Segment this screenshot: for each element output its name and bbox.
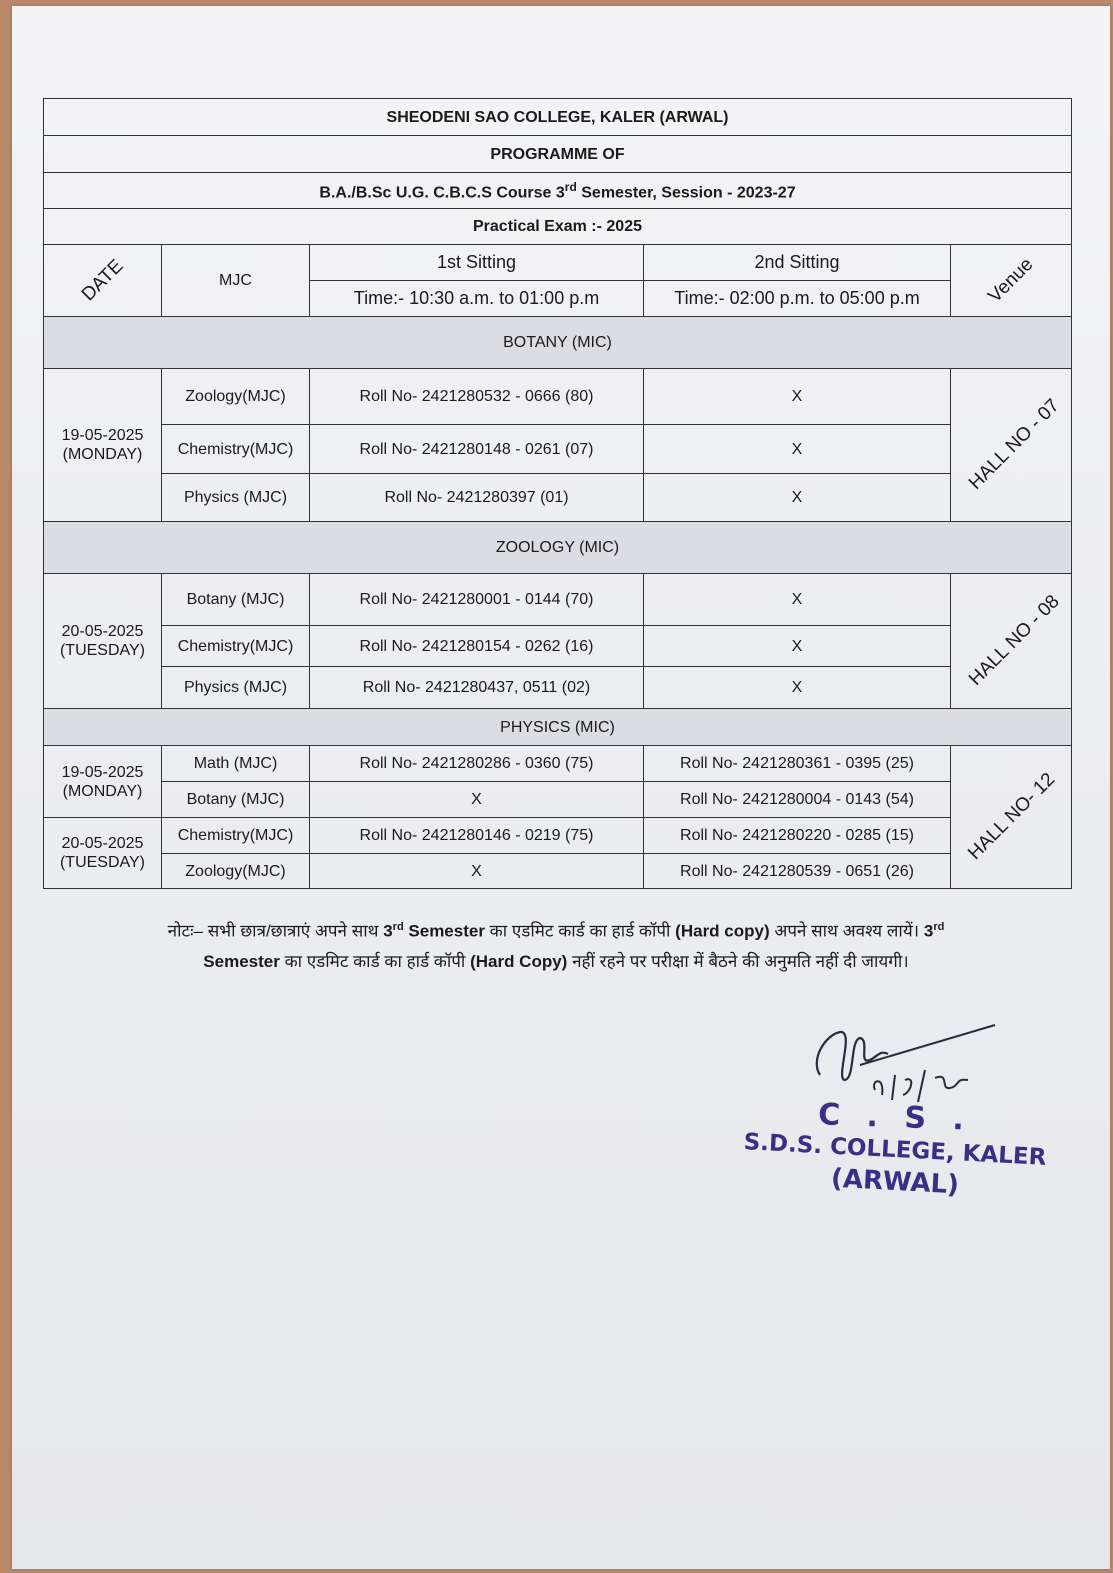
mjc-cell: Physics (MJC)	[162, 667, 310, 709]
sitting1-cell: X	[310, 854, 644, 889]
sitting1-cell: Roll No- 2421280437, 0511 (02)	[310, 667, 644, 709]
mjc-cell: Zoology(MJC)	[162, 854, 310, 889]
sitting2-cell: X	[644, 425, 951, 474]
mjc-cell: Physics (MJC)	[162, 474, 310, 522]
sitting1-cell: Roll No- 2421280148 - 0261 (07)	[310, 425, 644, 474]
mjc-cell: Chemistry(MJC)	[162, 818, 310, 854]
venue-cell: HALL NO- 12	[951, 746, 1072, 889]
exam-programme-table	[43, 98, 1072, 889]
exam-date: 20-05-2025 (TUESDAY)	[44, 818, 162, 889]
exam-title: Practical Exam :- 2025	[44, 209, 1072, 245]
exam-date: 19-05-2025 (MONDAY)	[44, 746, 162, 818]
sitting2-cell: X	[644, 626, 951, 667]
sitting2-cell: Roll No- 2421280004 - 0143 (54)	[644, 782, 951, 818]
mjc-cell: Botany (MJC)	[162, 574, 310, 626]
stamp-line-3: (ARWAL)	[830, 1163, 960, 1201]
sitting1-cell: Roll No- 2421280397 (01)	[310, 474, 644, 522]
college-stamp	[730, 1097, 1060, 1201]
sitting1-header: 1st Sitting	[310, 245, 644, 281]
mjc-cell: Botany (MJC)	[162, 782, 310, 818]
mjc-cell: Zoology(MJC)	[162, 369, 310, 425]
sitting2-cell: Roll No- 2421280539 - 0651 (26)	[644, 854, 951, 889]
mjc-column-header: MJC	[162, 245, 310, 317]
section-title: BOTANY (MIC)	[44, 317, 1072, 369]
admit-card-note: नोटः– सभी छात्र/छात्राएं अपने साथ 3rd Semester का एडमिट कार्ड का हार्ड कॉपी (Hard copy) अपने साथ अवश्य लायें। 3rd Semester का एडमिट कार्ड का हार्ड कॉपी (Hard Copy) नहीं रहने पर परीक्षा में बैठने की अनुमति नहीं दी जायगी।	[167, 921, 945, 971]
signature-image	[800, 1020, 1000, 1110]
sitting1-cell: X	[310, 782, 644, 818]
mjc-cell: Chemistry(MJC)	[162, 626, 310, 667]
sitting1-cell: Roll No- 2421280286 - 0360 (75)	[310, 746, 644, 782]
mjc-cell: Math (MJC)	[162, 746, 310, 782]
date-column-header: DATE	[44, 245, 162, 317]
sitting2-time: Time:- 02:00 p.m. to 05:00 p.m	[644, 281, 951, 317]
mjc-cell: Chemistry(MJC)	[162, 425, 310, 474]
sitting2-cell: Roll No- 2421280220 - 0285 (15)	[644, 818, 951, 854]
sitting2-cell: X	[644, 369, 951, 425]
venue-cell: HALL NO - 08	[951, 574, 1072, 709]
programme-title: PROGRAMME OF	[44, 136, 1072, 173]
sitting2-cell: X	[644, 574, 951, 626]
exam-date: 19-05-2025 (MONDAY)	[44, 369, 162, 522]
sitting1-time: Time:- 10:30 a.m. to 01:00 p.m	[310, 281, 644, 317]
venue-cell: HALL NO - 07	[951, 369, 1072, 522]
stamp-line-1: C . S .	[817, 1097, 973, 1138]
college-title: SHEODENI SAO COLLEGE, KALER (ARWAL)	[44, 99, 1072, 136]
sitting1-cell: Roll No- 2421280146 - 0219 (75)	[310, 818, 644, 854]
sitting2-cell: Roll No- 2421280361 - 0395 (25)	[644, 746, 951, 782]
course-title: B.A./B.Sc U.G. C.B.C.S Course 3rd Semester, Session - 2023-27	[44, 173, 1072, 209]
sitting2-header: 2nd Sitting	[644, 245, 951, 281]
sitting1-cell: Roll No- 2421280001 - 0144 (70)	[310, 574, 644, 626]
sitting2-cell: X	[644, 474, 951, 522]
section-title: ZOOLOGY (MIC)	[44, 522, 1072, 574]
stamp-line-2: S.D.S. COLLEGE, KALER	[743, 1129, 1047, 1171]
section-title: PHYSICS (MIC)	[44, 709, 1072, 746]
sitting2-cell: X	[644, 667, 951, 709]
exam-date: 20-05-2025 (TUESDAY)	[44, 574, 162, 709]
sitting1-cell: Roll No- 2421280154 - 0262 (16)	[310, 626, 644, 667]
venue-column-header: Venue	[951, 245, 1072, 317]
sitting1-cell: Roll No- 2421280532 - 0666 (80)	[310, 369, 644, 425]
